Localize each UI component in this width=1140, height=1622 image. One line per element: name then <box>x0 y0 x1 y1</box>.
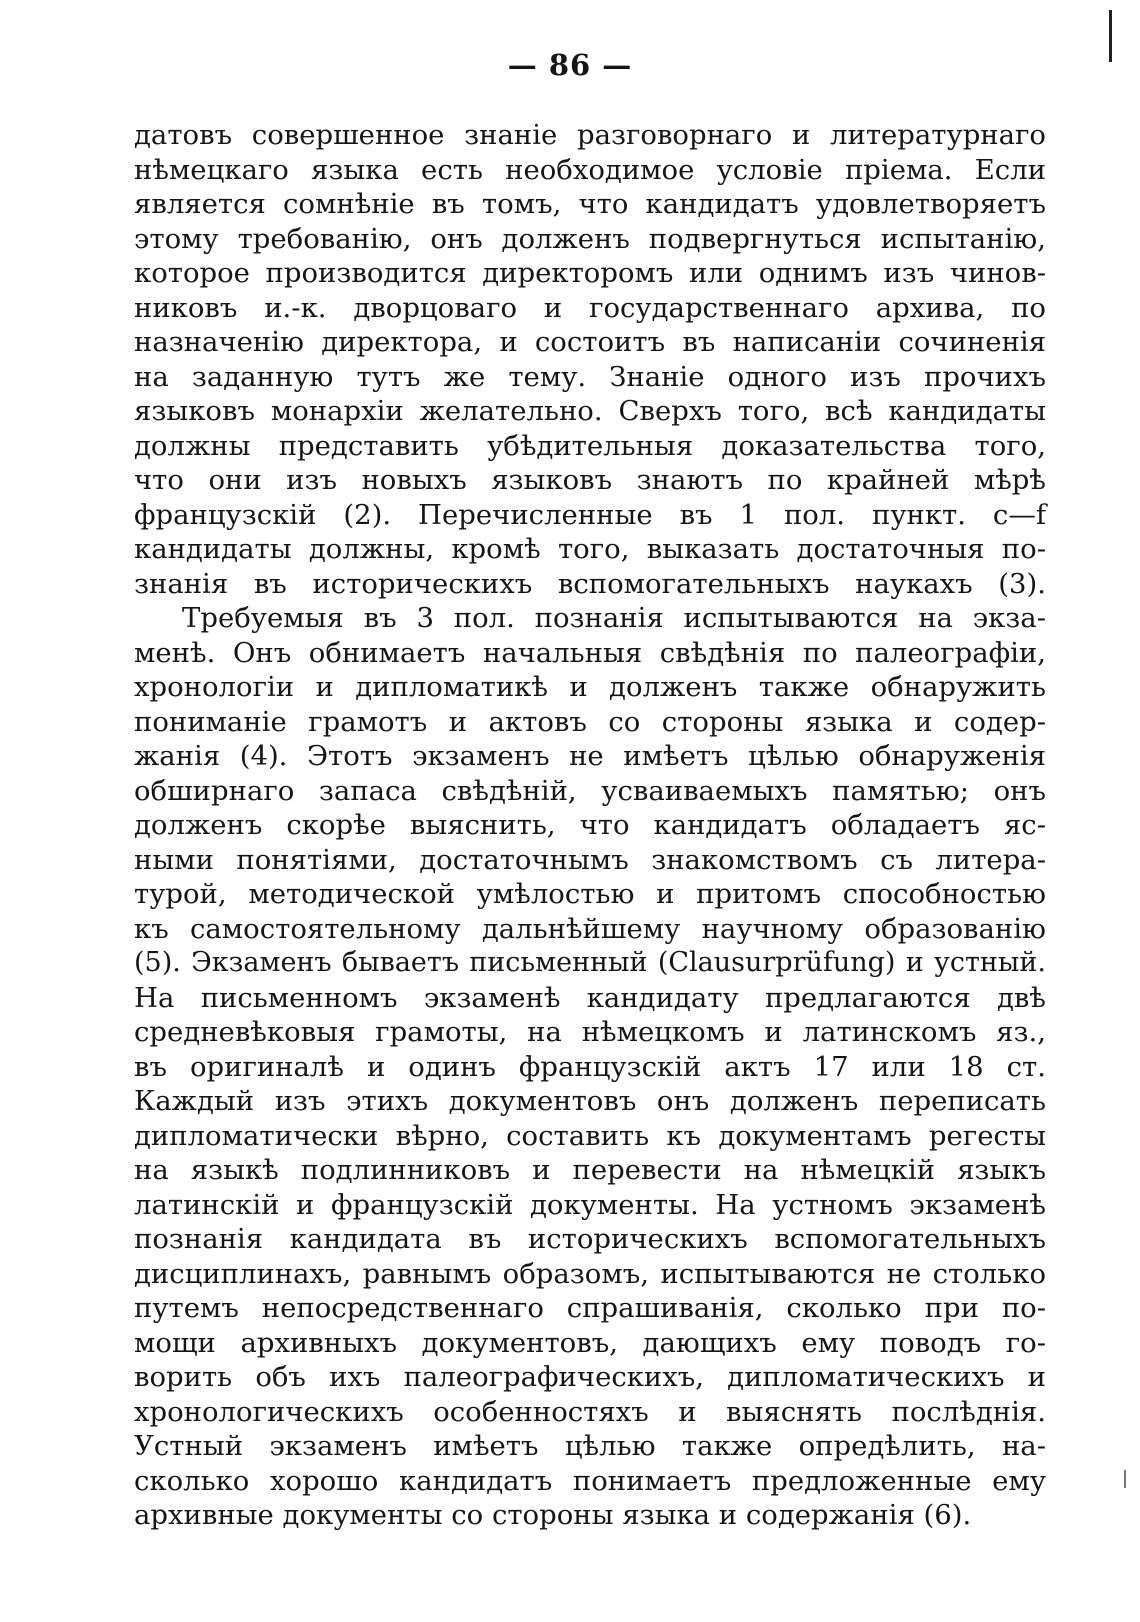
text-line: которое производится директоромъ или однимъ изъ чинов- <box>134 257 1046 289</box>
text-line: французскій (2). Перечисленные въ 1 пол. пункт. c—f <box>134 498 1046 531</box>
text-line: путемъ непосредственнаго спрашиванія, сколько при по- <box>134 1292 1046 1324</box>
text-line: Каждый изъ этихъ документовъ онъ долженъ переписать <box>134 1085 1046 1117</box>
body-text <box>134 118 1046 1533</box>
text-line: долженъ скорѣе выяснить, что кандидатъ обладаетъ яс- <box>134 809 1046 841</box>
text-line: этому требованію, онъ долженъ подвергнуться испытанію, <box>134 222 1046 255</box>
text-line: обширнаго запаса свѣдѣній, усваиваемыхъ памятью; онъ <box>134 774 1046 807</box>
text-line: латинскій и французскій документы. На устномъ экзаменѣ <box>134 1188 1046 1221</box>
text-line: на заданную тутъ же тему. Знаніе одного изъ прочихъ <box>134 360 1046 393</box>
paragraph-1 <box>134 118 1046 601</box>
text-line: нѣмецкаго языка есть необходимое условіе пріема. Если <box>134 153 1046 186</box>
text-line: средневѣковыя грамоты, на нѣмецкомъ и латинскомъ яз., <box>134 1016 1046 1048</box>
text-line: ными понятіями, достаточнымъ знакомствомъ съ литера- <box>134 843 1046 876</box>
text-line: Требуемыя въ 3 пол. познанія испытываются на экза- <box>182 602 1046 634</box>
text-line: никовъ и.-к. дворцоваго и государственнаго архива, по <box>134 291 1046 324</box>
text-line: хронологическихъ особенностяхъ и выяснять послѣднія. <box>134 1395 1046 1428</box>
text-line: сколько хорошо кандидатъ понимаетъ предложенные ему <box>134 1464 1046 1497</box>
text-line: языковъ монархіи желательно. Сверхъ того, всѣ кандидаты <box>134 395 1046 427</box>
text-line: дисциплинахъ, равнымъ образомъ, испытываются не столько <box>134 1257 1046 1290</box>
text-line: мощи архивныхъ документовъ, дающихъ ему поводъ го- <box>134 1326 1046 1359</box>
text-line: должны представить убѣдительныя доказательства того, <box>134 429 1046 462</box>
scan-edge-mark-small <box>1124 1470 1126 1488</box>
text-line: архивные документы со стороны языка и содержанія (6). <box>134 1499 972 1531</box>
text-line: назначенію директора, и состоитъ въ написаніи сочиненія <box>134 326 1046 358</box>
text-line: Устный экзаменъ имѣетъ цѣлью также опредѣлить, на- <box>134 1430 1046 1462</box>
text-line: въ оригиналѣ и одинъ французскій актъ 17 или 18 ст. <box>134 1050 1046 1083</box>
text-line: кандидаты должны, кромѣ того, выказать достаточныя по- <box>134 533 1046 565</box>
text-line: дипломатически вѣрно, составить къ документамъ регесты <box>134 1119 1046 1152</box>
text-line: къ самостоятельному дальнѣйшему научному образованію <box>134 912 1046 945</box>
text-line: знанія въ историческихъ вспомогательныхъ наукахъ (3). <box>134 567 1046 600</box>
text-line: познанія кандидата въ историческихъ вспомогательныхъ <box>134 1223 1046 1255</box>
text-line: ворить объ ихъ палеографическихъ, дипломатическихъ и <box>134 1361 1046 1393</box>
text-line: менѣ. Онъ обнимаетъ начальныя свѣдѣнія по палеографіи, <box>134 636 1046 669</box>
text-line: хронологіи и дипломатикѣ и долженъ также обнаружить <box>134 671 1046 703</box>
text-line: является сомнѣніе въ томъ, что кандидатъ удовлетворяетъ <box>134 188 1046 220</box>
page-number: — 86 — <box>507 48 633 82</box>
text-line: пониманіе грамотъ и актовъ со стороны языка и содер- <box>134 705 1046 738</box>
text-line: что они изъ новыхъ языковъ знаютъ по крайней мѣрѣ <box>134 464 1046 496</box>
text-line: (5). Экзаменъ бываетъ письменный (Clausurprüfung) и устный. <box>134 947 1046 978</box>
text-line: на языкѣ подлинниковъ и перевести на нѣмецкій языкъ <box>134 1154 1046 1186</box>
text-line: На письменномъ экзаменѣ кандидату предлагаются двѣ <box>134 981 1046 1014</box>
text-line: датовъ совершенное знаніе разговорнаго и литературнаго <box>134 119 1046 151</box>
text-line: турой, методической умѣлостью и притомъ способностью <box>134 878 1046 910</box>
text-line: жанія (4). Этотъ экзаменъ не имѣетъ цѣлью обнаруженія <box>134 740 1046 772</box>
paragraph-2 <box>134 601 1046 1533</box>
